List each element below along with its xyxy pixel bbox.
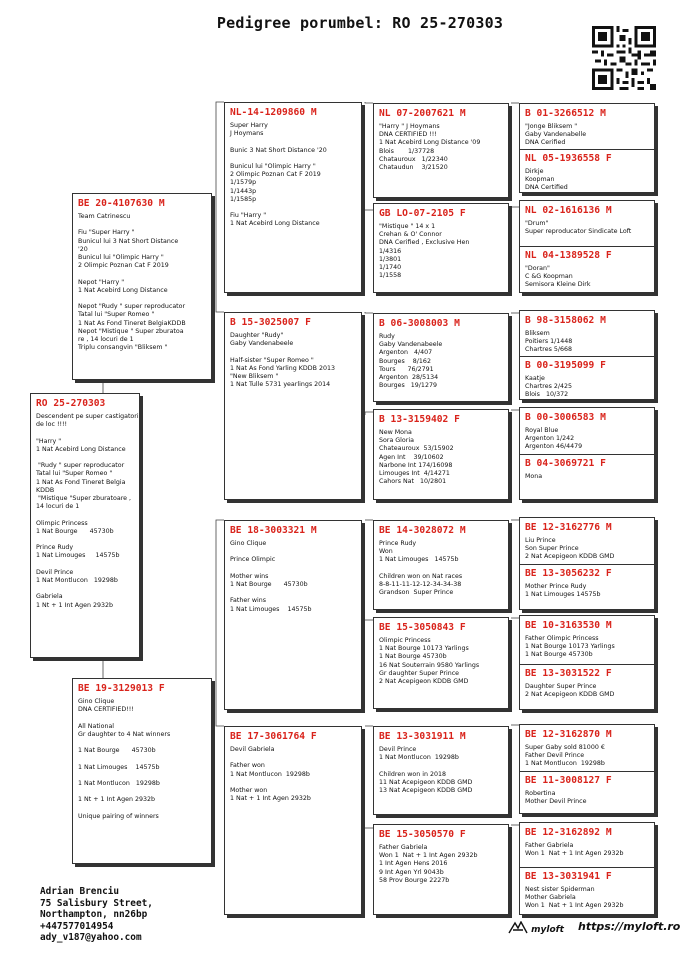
great-grandparent-details: New Mona Sora Gloria Chateauroux 53/15902 Agen Int 39/10602 Narbone Int 174/16098 Limouges Int 4/14271 Cahors Nat 10/2801 xyxy=(379,429,454,486)
ancestor-details: Mother Prince Rudy 1 Nat Limouges 14575b xyxy=(525,583,601,599)
owner-address-line2: Northampton, nn26bp xyxy=(40,909,148,921)
grandparent-card xyxy=(224,520,362,710)
great-grandparent-card xyxy=(373,409,509,500)
owner-name: Adrian Brenciu xyxy=(40,886,120,897)
great-grandparent-details: "Mistique " 14 x 1 Crehan & O' Connor DNA Cerified , Exclusive Hen 1/4316 1/3801 1/1740 1/1558 xyxy=(379,223,470,280)
great-grandparent-card xyxy=(373,203,509,293)
great-grandparent-ring: B 13-3159402 F xyxy=(379,414,460,425)
great-grandparent-card xyxy=(373,824,509,915)
subject-ring: RO 25-270303 xyxy=(36,398,106,409)
grandparent-details: Daughter "Rudy" Gaby Vandenabeele Half-sister "Super Romeo " 1 Nat As Fond Yarling KDDB 2013 "New Bliksem " 1 Nat Tulle 5731 yearlings 2014 xyxy=(230,332,335,389)
great-grandparent-details: Father Gabriela Won 1 Nat + 1 Int Agen 2932b 1 Int Agen Hens 2016 9 Int Agen Yrl 9043b 58 Prov Bourge 2227b xyxy=(379,844,478,884)
ancestor-pair-card xyxy=(519,310,655,400)
myloft-logo xyxy=(508,921,564,935)
ancestor-pair-card xyxy=(519,615,655,710)
ancestor-details: Super Gaby sold 81000 € Father Devil Prince 1 Nat Montlucon 19298b xyxy=(525,744,605,768)
ancestor-pair-card xyxy=(519,822,655,915)
subject-details: Descendent pe super castigatori de loc !!!! "Harry " 1 Nat Acebird Long Distance "Rudy " super reproducator Tatal lui "Super Romeo " 1 Nat As Fond Tineret Belgia KDDB "Mistique "Super zburatoare , 14 locuri de 1 Olimpic Princess 1 Nat Bourge 45730b Prince Rudy 1 Nat Limouges 14575b Devil Prince 1 Nat Montlucon 19298b Gabriela 1 Nt + 1 Int Agen 2932b xyxy=(36,413,139,609)
great-grandparent-ring: GB LO-07-2105 F xyxy=(379,208,466,219)
great-grandparent-ring: BE 13-3031911 M xyxy=(379,731,466,742)
ancestor-details: Father Gabriela Won 1 Nat + 1 Int Agen 2932b xyxy=(525,842,624,858)
ancestor-pair-card xyxy=(519,103,655,193)
ancestor-details: "Doran" C &G Koopman Semisora Kleine Dirk xyxy=(525,265,591,289)
great-grandparent-details: Prince Rudy Won 1 Nat Limouges 14575b Children won on Nat races 8-8-11-11-12-12-34-34-38 Grandson Super Prince xyxy=(379,540,463,597)
father-ring: BE 20-4107630 M xyxy=(78,198,165,209)
ancestor-ring: B 00-3006583 M xyxy=(525,412,606,423)
grandparent-ring: BE 18-3003321 M xyxy=(230,525,317,536)
grandparent-ring: NL-14-1209860 M xyxy=(230,107,317,118)
great-grandparent-ring: BE 15-3050570 F xyxy=(379,829,466,840)
great-grandparent-details: "Harry " J Hoymans DNA CERTIFIED !!! 1 Nat Acebird Long Distance '09 Blois 1/37728 Chatauroux 1/22340 Chataudun 3/21520 xyxy=(379,123,481,172)
owner-phone: +447577014954 xyxy=(40,920,114,932)
subject-card xyxy=(30,393,140,658)
owner-contact xyxy=(40,886,153,944)
great-grandparent-card xyxy=(373,520,509,610)
qr-code-icon xyxy=(592,26,656,90)
mother-card xyxy=(72,678,212,864)
grandparent-details: Gino Clique Prince Olimpic Mother wins 1 Nat Bourge 45730b Father wins 1 Nat Limouges 14575b xyxy=(230,540,312,613)
ancestor-ring: NL 04-1389528 F xyxy=(525,250,612,261)
ancestor-pair-card xyxy=(519,407,655,500)
myloft-bird-icon xyxy=(508,921,528,935)
ancestor-pair-card xyxy=(519,200,655,293)
myloft-logo-text: myloft xyxy=(531,925,564,935)
ancestor-ring: BE 12-3162776 M xyxy=(525,522,612,533)
ancestor-ring: B 01-3266512 M xyxy=(525,108,606,119)
ancestor-details: Daughter Super Prince 2 Nat Acepigeon KDDB GMD xyxy=(525,683,615,699)
grandparent-card xyxy=(224,102,362,293)
ancestor-ring: BE 12-3162870 M xyxy=(525,729,612,740)
great-grandparent-ring: BE 14-3028072 M xyxy=(379,525,466,536)
grandparent-ring: BE 17-3061764 F xyxy=(230,731,317,742)
ancestor-ring: BE 10-3163530 M xyxy=(525,620,612,631)
ancestor-details: "Jonge Bliksem " Gaby Vandenabelle DNA Cerified xyxy=(525,123,587,147)
ancestor-ring: B 04-3069721 F xyxy=(525,458,606,469)
grandparent-card xyxy=(224,726,362,915)
grandparent-details: Super Harry J Hoymans Bunic 3 Nat Short Distance '20 Bunicul lui "Olimpic Harry " 2 Olimpic Poznan Cat F 2019 1/1579p 1/1443p 1/1585p Fiu "Harry " 1 Nat Acebird Long Distance xyxy=(230,122,327,228)
great-grandparent-card xyxy=(373,617,509,709)
ancestor-pair-card xyxy=(519,724,655,814)
grandparent-details: Devil Gabriela Father won 1 Nat Montlucon 19298b Mother won 1 Nat + 1 Int Agen 2932b xyxy=(230,746,311,803)
great-grandparent-details: Rudy Gaby Vandenabeele Argenton 4/407 Bourges 8/162 Tours 76/2791 Argenton 28/5134 Bourges 19/1279 xyxy=(379,333,443,390)
great-grandparent-ring: NL 07-2007621 M xyxy=(379,108,466,119)
page-title: Pedigree porumbel: RO 25-270303 xyxy=(216,14,504,32)
ancestor-details: Mona xyxy=(525,473,543,480)
ancestor-ring: BE 13-3031941 F xyxy=(525,871,612,882)
myloft-link[interactable]: https://myloft.ro xyxy=(578,920,681,933)
father-card xyxy=(72,193,212,380)
grandparent-ring: B 15-3025007 F xyxy=(230,317,311,328)
ancestor-ring: BE 13-3056232 F xyxy=(525,568,612,579)
great-grandparent-ring: B 06-3008003 M xyxy=(379,318,460,329)
ancestor-details: Bliksem Poitiers 1/1448 Chartres 5/668 xyxy=(525,330,573,354)
ancestor-ring: BE 13-3031522 F xyxy=(525,668,612,679)
ancestor-ring: NL 05-1936558 F xyxy=(525,153,612,164)
ancestor-details: Dirkje Koopman DNA Certified xyxy=(525,168,568,192)
ancestor-ring: BE 11-3008127 F xyxy=(525,775,612,786)
great-grandparent-card xyxy=(373,313,509,402)
ancestor-ring: B 00-3195099 F xyxy=(525,360,606,371)
ancestor-details: Robertina Mother Devil Prince xyxy=(525,790,587,806)
mother-ring: BE 19-3129013 F xyxy=(78,683,165,694)
ancestor-pair-card xyxy=(519,517,655,610)
great-grandparent-details: Devil Prince 1 Nat Montlucon 19298b Children won in 2018 11 Nat Acepigeon KDDB GMD 13 Nat Acepigeon KDDB GMD xyxy=(379,746,473,795)
mother-details: Gino Clique DNA CERTIFIED!!! All National Gr daughter to 4 Nat winners 1 Nat Bourge 45730b 1 Nat Limouges 14575b 1 Nat Montlucon 19298b 1 Nt + 1 Int Agen 2932b Unique pairing of winners xyxy=(78,698,171,820)
grandparent-card xyxy=(224,312,362,500)
ancestor-ring: BE 12-3162892 M xyxy=(525,827,612,838)
ancestor-details: Royal Blue Argenton 1/242 Argenton 46/4479 xyxy=(525,427,583,451)
father-details: Team Catrinescu Fiu "Super Harry " Bunicul lui 3 Nat Short Distance '20 Bunicul lui "Olimpic Harry " 2 Olimpic Poznan Cat F 2019 Nepot "Harry " 1 Nat Acebird Long Distance Nepot "Rudy " super reproducator Tatal lui "Super Romeo " 1 Nat As Fond Tineret BelgiaKDDB Nepot "Mistique " Super zburatoa re , 14 locuri de 1 Triplu consangvin "Bliksem " xyxy=(78,213,186,352)
owner-email[interactable]: ady_v187@yahoo.com xyxy=(40,932,142,944)
great-grandparent-card xyxy=(373,726,509,815)
great-grandparent-card xyxy=(373,103,509,198)
ancestor-details: Kaatje Chartres 2/425 Blois 10/372 xyxy=(525,375,573,399)
ancestor-ring: B 98-3158062 M xyxy=(525,315,606,326)
great-grandparent-ring: BE 15-3050843 F xyxy=(379,622,466,633)
ancestor-ring: NL 02-1616136 M xyxy=(525,205,612,216)
ancestor-details: "Drum" Super reproducator Sindicate Loft xyxy=(525,220,632,236)
ancestor-details: Liu Prince Son Super Prince 2 Nat Acepigeon KDDB GMD xyxy=(525,537,615,561)
great-grandparent-details: Olimpic Princess 1 Nat Bourge 10173 Yarlings 1 Nat Bourge 45730b 16 Nat Souterrain 9580 Yarlings Gr daughter Super Prince 2 Nat Acepigeon KDDB GMD xyxy=(379,637,480,686)
ancestor-details: Father Olimpic Princess 1 Nat Bourge 10173 Yarlings 1 Nat Bourge 45730b xyxy=(525,635,615,659)
owner-address-line1: 75 Salisbury Street, xyxy=(40,897,153,909)
ancestor-details: Nest sister Spiderman Mother Gabriela Won 1 Nat + 1 Int Agen 2932b xyxy=(525,886,624,910)
